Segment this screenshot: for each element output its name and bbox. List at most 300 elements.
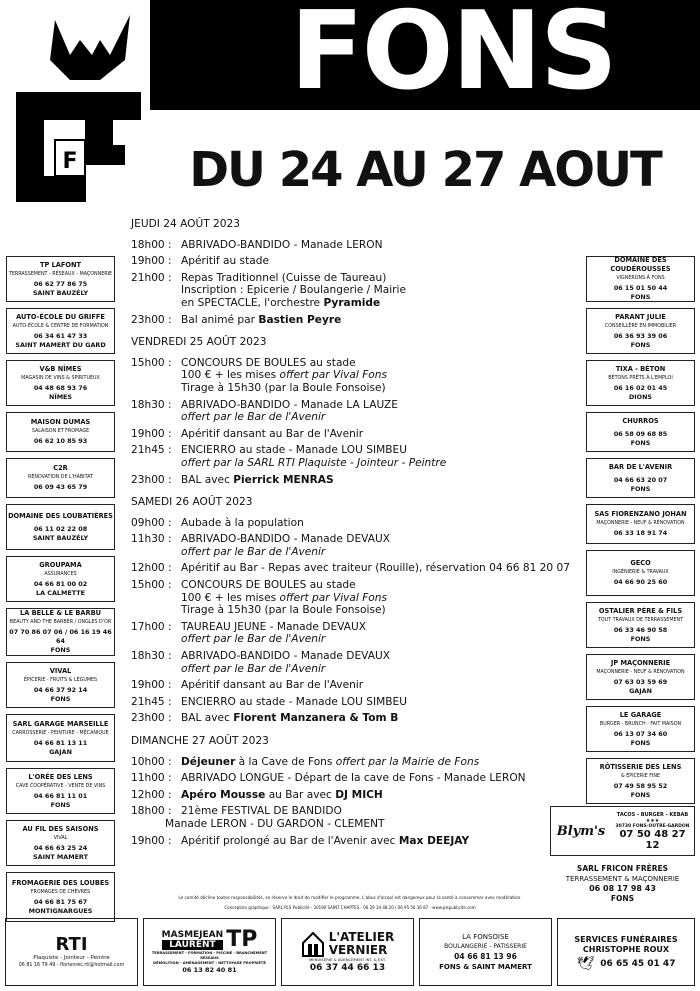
sponsor-desc: CAVE COOPÉRATIVE - VENTE DE VINS — [15, 783, 106, 789]
event-text — [181, 314, 577, 327]
program-event — [131, 546, 577, 559]
event-text — [181, 517, 577, 530]
event-text — [181, 284, 577, 297]
masmejean-desc: TERRASSEMENT - FORMATION - PISCINE - BRANCHEMENT RÉSEAUX — [151, 951, 268, 960]
sponsor-name: LA BELLE & LE BARBU — [20, 609, 101, 617]
atelier-desc: MENUISERIE & AGENCEMENT INT. & EXT. — [309, 956, 386, 962]
sponsor-desc: TERRASSEMENT - RÉSEAUX - MAÇONNERIE — [8, 271, 113, 277]
event-segment: offert par la SARL RTI Plaquiste - Jointeur - Peintre — [181, 456, 447, 469]
event-time — [131, 592, 181, 605]
event-segment: ABRIVADO-BANDIDO — [181, 650, 291, 663]
sponsor-desc: VIVAL — [53, 835, 68, 841]
sponsor-phone: 04 66 63 25 24 — [33, 843, 88, 852]
event-segment: - Manade — [290, 650, 347, 663]
sponsor-name: C2R — [53, 464, 68, 472]
event-time — [131, 818, 165, 831]
sponsor-box — [586, 308, 695, 354]
event-time: 23h00 : — [131, 473, 172, 486]
event-segment: Florent Manzanera & Tom B — [233, 712, 399, 725]
event-segment: ABRIVADO LONGUE — [181, 772, 285, 785]
right-bottom-sponsors — [550, 806, 695, 904]
sponsor-town: FONS — [630, 438, 651, 447]
masmejean-phone: 06 13 82 40 81 — [182, 966, 237, 974]
event-segment: Pyramide — [323, 296, 381, 309]
event-segment: Pierrick MENRAS — [233, 473, 334, 486]
fricon-name: SARL FRICON FRÈRES — [576, 864, 669, 873]
event-segment: offert par le Bar de l'Avenir — [181, 633, 326, 646]
sponsor-town: NÎMES — [48, 392, 73, 401]
event-time: 18h00 : — [131, 805, 172, 818]
event-segment: , l'orchestre — [257, 296, 324, 309]
day-title: VENDREDI 25 AOÛT 2023 — [131, 336, 267, 349]
event-segment: en — [181, 296, 198, 309]
sponsor-town: GAJAN — [49, 747, 72, 756]
event-text — [181, 696, 577, 709]
masmejean-desc2: DÉMOLITION - AMÉNAGEMENT - NETTOYAGE PROPRIÉTÉ — [153, 961, 266, 965]
program-event — [131, 835, 577, 848]
sponsor-name: TIXA - BÉTON — [615, 364, 666, 373]
sponsor-box — [6, 504, 115, 550]
event-segment: Tirage à 15h30 (par la Boule Fonsoise) — [181, 604, 386, 617]
sponsor-phone: 04 66 63 20 07 — [613, 475, 668, 484]
sponsor-desc: TOUT TRAVAUX DE TERRASSEMENT — [597, 617, 684, 623]
program-event — [131, 411, 577, 424]
day-title: DIMANCHE 27 AOÛT 2023 — [131, 735, 269, 747]
program-event — [131, 369, 577, 382]
event-time: 19h00 : — [131, 679, 172, 692]
program-event — [131, 239, 577, 252]
program-event — [131, 517, 577, 530]
event-text — [181, 428, 577, 441]
event-segment: BAL — [181, 712, 202, 725]
sponsor-box — [6, 608, 115, 656]
program-event — [131, 297, 577, 310]
masmejean-name: MASMEJEAN — [161, 930, 224, 940]
event-text — [181, 562, 577, 575]
disclaimer: Le comité décline toutes responsabilités, se réserve le droit de modifier le programme. L'abus d'alcool est dangereux pour la santé à consommer avec modération. — [178, 895, 522, 900]
event-text — [181, 789, 577, 802]
sponsor-phone: 06 15 01 50 44 — [613, 284, 668, 292]
event-segment: offert par le Bar de l'Avenir — [181, 411, 326, 424]
sponsor-desc: ÉPICERIE - FRUITS & LÉGUMES — [23, 677, 98, 683]
event-time — [131, 663, 181, 676]
sponsor-desc: SALAISON ET FROMAGE — [31, 429, 90, 434]
sponsor-box — [586, 504, 695, 544]
program-event — [131, 663, 577, 676]
event-segment: Apéritif au stade — [181, 255, 269, 268]
sponsor-box — [586, 412, 695, 452]
program-event — [131, 805, 577, 818]
sponsor-box — [586, 256, 695, 302]
rti-contact: 06 81 16 79 49 - florienrec.rti@hotmail.com — [18, 963, 125, 968]
sponsor-box — [6, 872, 115, 922]
event-segment: au stade - Manade — [235, 444, 342, 457]
event-segment: DJ MICH — [335, 788, 383, 801]
event-time — [131, 297, 181, 310]
sponsor-box — [586, 550, 695, 596]
house-icon — [301, 931, 325, 957]
sponsor-town: FONS — [630, 340, 651, 349]
sponsor-desc: AUTO-ÉCOLE & CENTRE DE FORMATION — [12, 323, 109, 329]
event-time: 19h00 : — [131, 834, 172, 847]
sponsor-desc: ASSURANCES — [44, 571, 77, 577]
sponsor-box — [6, 820, 115, 866]
event-text — [181, 604, 577, 617]
event-segment: Apéritif dansant au Bar de l'Avenir — [181, 427, 364, 440]
program-event — [131, 444, 577, 457]
roux-name: SERVICES FUNÉRAIRES — [574, 935, 678, 944]
sponsor-town: FONS — [50, 800, 71, 809]
event-text — [181, 272, 577, 285]
event-segment: - Manade — [290, 238, 347, 251]
sponsor-box — [586, 602, 695, 648]
event-segment: SPECTACLE — [197, 296, 258, 309]
event-text — [181, 297, 577, 310]
sponsor-town: SAINT BAUZÉLY — [32, 533, 89, 542]
rti-logo: RTI — [55, 934, 88, 955]
event-time: 09h00 : — [131, 516, 172, 529]
sponsor-phone: 06 34 61 47 33 — [33, 331, 88, 340]
event-text — [181, 369, 577, 382]
sponsor-name: BAR DE L'AVENIR — [608, 462, 673, 471]
sponsor-name: VIVAL — [49, 666, 72, 675]
sponsor-box — [586, 758, 695, 804]
day-title: SAMEDI 26 AOÛT 2023 — [131, 496, 253, 509]
event-time — [131, 457, 181, 470]
event-segment: Inscription : Epicerie / Boulangerie / Mairie — [181, 284, 406, 297]
event-segment: offert par le Bar de l'Avenir — [181, 662, 326, 675]
event-segment: ENCIERRO — [181, 695, 236, 708]
sponsor-name: PARANT JULIE — [615, 312, 666, 321]
sponsor-phone: 06 33 18 91 74 — [613, 529, 668, 537]
sponsor-town: SAINT MAMERT — [33, 852, 88, 861]
sponsor-rti — [5, 918, 138, 986]
sponsor-town: GAJAN — [629, 686, 652, 695]
sponsor-phone: 06 13 07 34 60 — [613, 729, 668, 738]
roux-phone: 06 65 45 01 47 — [600, 959, 676, 969]
event-time: 19h00 : — [131, 255, 172, 268]
sponsor-town: FONS — [630, 738, 651, 747]
event-segment: LA LAUZE — [346, 398, 398, 411]
event-text — [181, 382, 577, 395]
sponsor-la-fonsoise — [419, 918, 552, 986]
sponsor-desc: BURGER - BRUNCH - FAIT MAISON — [599, 721, 682, 727]
sponsor-name: DOMAINE DES LOUBATIÈRES — [8, 511, 113, 520]
sponsor-desc: MAGASIN DE VINS & SPIRITUEUX — [21, 375, 100, 381]
event-time: 15h00 : — [131, 356, 172, 369]
sponsor-town: FONS — [630, 293, 651, 301]
sponsor-box — [586, 706, 695, 752]
event-text — [181, 756, 577, 769]
right-sponsor-column — [586, 256, 695, 810]
sponsor-box — [6, 412, 115, 452]
sponsor-box — [586, 654, 695, 700]
event-text — [181, 679, 577, 692]
sponsor-town: FONS — [50, 646, 71, 654]
event-segment: 100 € + les mises — [181, 369, 280, 382]
event-segment: ABRIVADO-BANDIDO — [181, 238, 291, 251]
event-segment: offert par Vival Fons — [279, 591, 388, 604]
event-segment: au stade — [306, 579, 356, 592]
event-segment: LOU SIMBEU — [341, 444, 407, 457]
fonsoise-phone: 04 66 81 13 96 — [454, 952, 517, 961]
sponsor-town: FONS — [630, 634, 651, 643]
event-segment: Tirage à 15h30 (par la Boule Fonsoise) — [181, 381, 386, 394]
event-segment: offert par la Mairie de Fons — [335, 755, 480, 768]
event-segment: Déjeuner — [181, 755, 236, 768]
fricon-desc: TERRASSEMENT & MAÇONNERIE — [565, 875, 680, 883]
sponsor-name: AU FIL DES SAISONS — [22, 824, 99, 833]
event-time: 23h00 : — [131, 313, 172, 326]
sponsor-name: RÔTISSERIE DES LENS — [599, 762, 682, 771]
program-event — [131, 562, 577, 575]
sponsor-desc: INGÉNIERIE & TRAVAUX — [612, 570, 669, 575]
event-time: 18h30 : — [131, 398, 172, 411]
sponsor-box — [6, 256, 115, 302]
event-segment: - Départ de la cave de Fons - Manade — [284, 772, 490, 785]
sponsor-town: SAINT MAMERT DU GARD — [15, 340, 106, 349]
sponsor-desc: RÉNOVATION DE L'HABITAT — [28, 475, 93, 480]
sponsor-town: FONS — [50, 694, 71, 703]
sponsor-name: MAISON DUMAS — [30, 418, 91, 426]
event-segment: - Manade — [266, 620, 323, 633]
event-segment: DEVAUX — [346, 533, 390, 546]
sponsor-name: GROUPAMA — [39, 560, 82, 569]
masmejean-tp: TP — [226, 927, 258, 952]
event-time: 19h00 : — [131, 427, 172, 440]
sponsor-name: CHURROS — [622, 416, 659, 425]
fricon-town: FONS — [610, 894, 635, 903]
sponsor-phone: 07 70 86 07 06 / 06 16 19 46 64 — [9, 628, 112, 645]
sponsor-phone: 04 66 90 25 60 — [613, 578, 668, 586]
event-time: 21h45 : — [131, 444, 172, 457]
sponsor-phone: 06 33 46 90 58 — [613, 625, 668, 634]
event-segment: LERON — [346, 238, 383, 251]
event-segment: offert par Vival Fons — [279, 369, 388, 382]
program-event — [131, 621, 577, 634]
program-event — [131, 592, 577, 605]
sponsor-phone: 07 49 58 95 52 — [613, 781, 668, 790]
event-segment: BAL — [181, 473, 202, 486]
event-segment: LERON - DU GARDON - CLEMENT — [210, 817, 385, 830]
masmejean-name2: LAURENT — [162, 940, 224, 950]
atelier-phone: 06 37 44 66 13 — [309, 962, 386, 973]
event-text — [181, 712, 577, 725]
design-credit: Conception graphique : SARL PLS Publicité - 30190 SAINT CHAPTES - 06 29 34 48 20 / 06 95 56 36 87 - www.plspublicite.com — [224, 905, 476, 910]
event-time — [131, 382, 181, 395]
event-text — [165, 818, 577, 831]
sponsor-name: L'ORÉE DES LENS — [28, 772, 93, 781]
event-text — [181, 546, 577, 559]
fricon-phone: 06 08 17 98 43 — [589, 884, 656, 893]
sponsor-name: TP LAFONT — [39, 260, 82, 269]
event-segment: 100 € + les mises — [181, 591, 280, 604]
event-segment: LERON — [489, 772, 526, 785]
sponsor-name: DOMAINE DES COUDÉROUSSES — [610, 256, 671, 273]
sponsor-name: JP MAÇONNERIE — [610, 658, 671, 667]
sponsor-desc: CONSEILLÈRE EN IMMOBILIER — [604, 323, 677, 329]
sponsor-desc: & ÉPICERIE FINE — [620, 773, 661, 779]
event-time: 21h45 : — [131, 695, 172, 708]
event-segment: ABRIVADO-BANDIDO — [181, 398, 291, 411]
program-event — [131, 818, 577, 831]
program-event — [131, 789, 577, 802]
program-event — [131, 474, 577, 487]
event-segment: offert par le Bar de l'Avenir — [181, 545, 326, 558]
atelier-name2: VERNIER — [328, 942, 388, 957]
event-segment: Max DEEJAY — [398, 834, 470, 847]
event-time: 12h00 : — [131, 562, 172, 575]
sponsor-desc: BÉTONS PRÊTS À L'EMPLOI — [608, 375, 673, 381]
event-segment: au Bar avec — [265, 788, 336, 801]
event-text — [181, 579, 577, 592]
fonsoise-desc: BOULANGERIE - PATISSERIE — [444, 943, 527, 950]
program-event — [131, 382, 577, 395]
sponsor-phone: 06 62 10 85 93 — [33, 437, 88, 445]
event-text — [181, 444, 577, 457]
event-time: 11h00 : — [131, 772, 172, 785]
event-time: 17h00 : — [131, 620, 172, 633]
sponsor-town: FONS — [630, 790, 651, 799]
program-event — [131, 756, 577, 769]
sponsor-name: FROMAGERIE DES LOUBES — [11, 878, 110, 887]
sponsor-phone: 04 66 81 11 01 — [33, 791, 88, 800]
program-event — [131, 255, 577, 268]
event-segment: - Manade — [290, 398, 347, 411]
event-segment: 21ème FESTIVAL DE BANDIDO — [181, 805, 342, 818]
event-text — [181, 650, 577, 663]
sponsor-desc: MAÇONNERIE - NEUF & RÉNOVATION — [596, 521, 685, 526]
event-time: 23h00 : — [131, 712, 172, 725]
event-text — [181, 457, 577, 470]
event-time: 18h30 : — [131, 650, 172, 663]
left-sponsor-column — [6, 256, 115, 928]
event-text — [181, 805, 577, 818]
event-segment: LOU SIMBEU — [341, 695, 407, 708]
sponsor-phone: 07 63 03 59 69 — [613, 677, 668, 686]
program-event — [131, 712, 577, 725]
roux-name2: CHRISTOPHE ROUX — [582, 945, 670, 954]
sponsor-name: GECO — [630, 559, 651, 567]
sponsor-name: LE GARAGE — [619, 710, 662, 719]
event-text — [181, 772, 577, 785]
bottom-sponsors — [5, 918, 695, 986]
program-event — [131, 428, 577, 441]
sponsor-desc: FROMAGES DE CHÈVRES — [30, 889, 91, 895]
sponsor-name: OSTALIER PÈRE & FILS — [598, 606, 683, 615]
program-event — [131, 357, 577, 370]
sponsor-box — [6, 556, 115, 602]
event-segment: ENCIERRO — [181, 444, 236, 457]
atelier-name: L'ATELIER — [328, 929, 395, 944]
event-segment: Apéritif dansant au Bar de l'Avenir — [181, 679, 364, 692]
sponsor-desc: BEAUTY AND THE BARBER / ONGLES D'OR — [9, 620, 112, 625]
program-event — [131, 604, 577, 617]
sponsor-box — [6, 768, 115, 814]
program-event — [131, 533, 577, 546]
sponsor-phone: 06 09 43 65 79 — [33, 483, 88, 491]
event-time — [131, 604, 181, 617]
event-time: 18h00 : — [131, 238, 172, 251]
event-segment: au stade - Manade — [235, 695, 342, 708]
page-title: FONS — [290, 0, 616, 114]
sponsor-name: V&B NÎMES — [39, 364, 82, 373]
event-text — [181, 474, 577, 487]
event-segment: Apéro Mousse — [181, 788, 266, 801]
event-segment: DEVAUX — [346, 650, 390, 663]
fonsoise-town: FONS & SAINT MAMERT — [439, 963, 532, 971]
event-text — [181, 633, 577, 646]
blyms-desc: TACOS - BURGER - KEBAB — [616, 811, 689, 818]
sponsor-town: SAINT BAUZÉLY — [32, 288, 89, 297]
event-time — [131, 411, 181, 424]
sponsor-desc: CARROSSERIE - PEINTURE - MÉCANIQUE — [12, 730, 109, 736]
blyms-address: 30730 FONS-OUTRE-GARDON — [615, 823, 690, 829]
event-segment: à la Cave de Fons — [235, 755, 336, 768]
event-time — [131, 369, 181, 382]
event-time — [131, 284, 181, 297]
event-segment: Bal animé par — [181, 313, 259, 326]
fonsoise-name: LA FONSOISE — [462, 933, 509, 941]
event-text — [181, 399, 577, 412]
program-event — [131, 457, 577, 470]
sponsor-blyms — [550, 806, 695, 856]
event-text — [181, 592, 577, 605]
sponsor-phone: 04 66 81 13 11 — [33, 738, 88, 747]
event-text — [181, 835, 577, 848]
program — [131, 218, 577, 847]
sponsor-box — [6, 458, 115, 498]
event-segment: Repas Traditionnel (Cuisse de Taureau) — [181, 271, 387, 284]
event-segment: TAUREAU JEUNE — [181, 620, 267, 633]
sponsor-phone: 06 16 02 01 45 — [613, 383, 668, 392]
event-text — [181, 239, 577, 252]
sponsor-box — [6, 662, 115, 708]
program-event — [131, 272, 577, 285]
day-title: JEUDI 24 AOÛT 2023 — [131, 218, 241, 230]
sponsor-box — [6, 360, 115, 406]
sponsor-phone: 04 66 81 75 67 — [33, 897, 88, 906]
festival-logo — [0, 0, 150, 205]
sponsor-atelier-vernier — [281, 918, 414, 986]
event-segment: avec — [201, 712, 234, 725]
event-segment: avec — [201, 473, 234, 486]
event-text — [181, 411, 577, 424]
sponsor-phone: 06 58 09 68 85 — [613, 429, 668, 438]
program-event — [131, 696, 577, 709]
rti-desc: Plaquiste - Jointeur - Peintre — [33, 955, 110, 961]
sponsor-phone: 04 66 81 00 02 — [33, 579, 88, 588]
event-text — [181, 663, 577, 676]
event-time — [131, 546, 181, 559]
program-event — [131, 314, 577, 327]
sponsor-name: AUTO-ÉCOLE DU GRIFFE — [16, 312, 105, 321]
sponsor-box — [586, 458, 695, 498]
sponsor-phone: 06 62 77 86 75 — [33, 279, 88, 288]
program-event — [131, 679, 577, 692]
event-time: 10h00 : — [131, 755, 172, 768]
sponsor-box — [6, 714, 115, 762]
program-event — [131, 650, 577, 663]
sponsor-phone: 06 36 93 39 06 — [613, 331, 668, 340]
event-text — [181, 357, 577, 370]
sponsor-box — [586, 360, 695, 406]
event-segment: Apéritif au Bar - Repas avec traiteur (Rouille), réservation 04 66 81 20 07 — [181, 562, 571, 575]
event-time: 11h30 : — [131, 533, 172, 546]
sponsor-phone: 04 66 37 92 14 — [33, 685, 88, 694]
event-segment: Bastien Peyre — [258, 313, 342, 326]
festival-dates: DU 24 AU 27 AOUT — [189, 142, 661, 198]
